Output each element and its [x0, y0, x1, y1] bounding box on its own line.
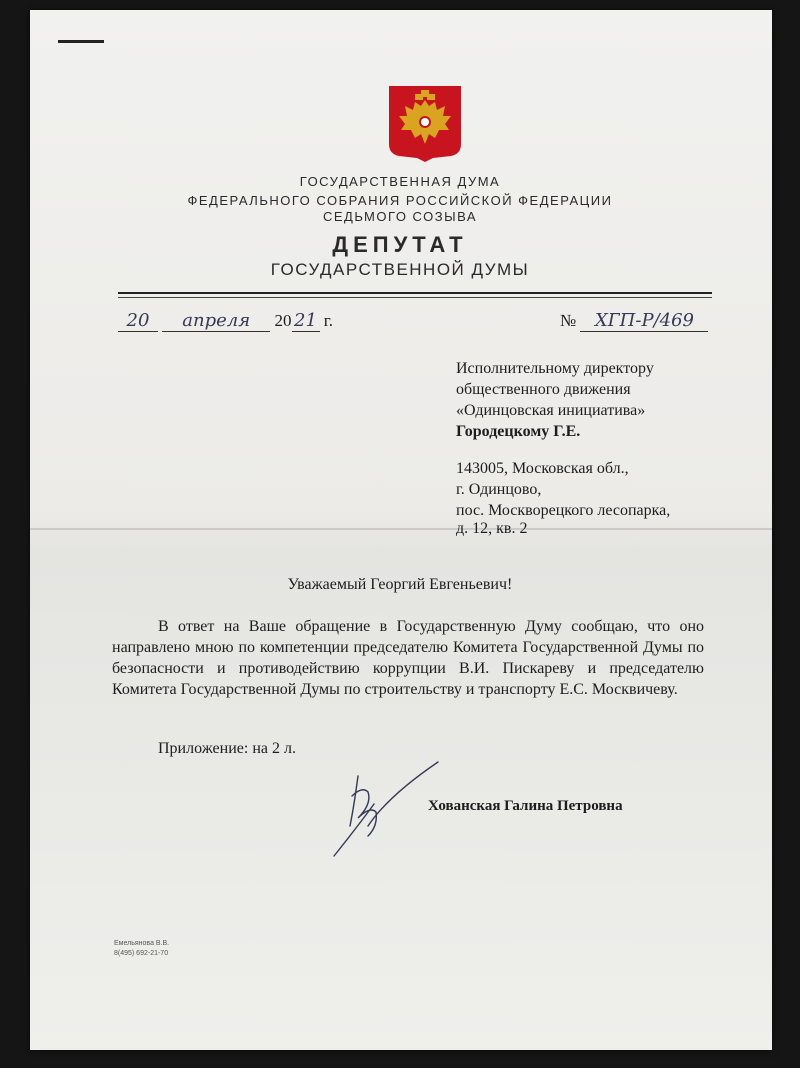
letter-sheet [30, 10, 772, 1050]
header-title: ДЕПУТАТ [332, 232, 468, 257]
signer-name: Хованская Галина Петровна [428, 798, 623, 814]
recipient-name: Городецкому Г.Е. [456, 423, 581, 440]
header-rule-thin [118, 297, 712, 298]
header-line-2: ФЕДЕРАЛЬНОГО СОБРАНИЯ РОССИЙСКОЙ ФЕДЕРАЦИИ [187, 193, 613, 208]
date-day: 20 [118, 310, 158, 332]
margin-mark [58, 40, 104, 43]
recipient-line-3: «Одинцовская инициатива» [456, 402, 646, 419]
recipient-address-3: пос. Москворецкого лесопарка, [456, 502, 671, 519]
salutation: Уважаемый Георгий Евгеньевич! [287, 576, 513, 593]
number-value: ХГП-Р/469 [580, 310, 708, 332]
date-year-mark: г. [323, 311, 334, 330]
date-month: апреля [162, 310, 270, 332]
recipient-address-1: 143005, Московская обл., [456, 460, 629, 477]
header-subtitle: ГОСУДАРСТВЕННОЙ ДУМЫ [270, 260, 530, 279]
recipient-address-2: г. Одинцово, [456, 481, 542, 498]
number-label: № [560, 311, 577, 330]
header-rule [118, 292, 712, 294]
recipient-line-2: общественного движения [456, 381, 631, 398]
header-line-3: СЕДЬМОГО СОЗЫВА [322, 209, 478, 224]
date-year-suffix: 21 [292, 310, 320, 332]
coat-of-arms-icon [389, 86, 461, 162]
attachment-note: Приложение: на 2 л. [158, 740, 296, 757]
recipient-line-1: Исполнительному директору [456, 360, 654, 377]
header-line-1: ГОСУДАРСТВЕННАЯ ДУМА [299, 174, 501, 189]
date-line [118, 310, 333, 332]
paper-fold [30, 528, 772, 530]
letter-body: В ответ на Ваше обращение в Государственную Думу сообщаю, что оно направлено мною по компетенции председателю Комитета Государственной Думы по безопасности и противодействию коррупции В.И. Пискареву и председателю Комитета Государственной Думы по строительству и транспорту Е.С. Москвичеву. [112, 618, 704, 698]
date-year-prefix: 20 [274, 311, 292, 330]
executor-phone: 8(495) 692-21-70 [114, 950, 169, 957]
recipient-address-4: д. 12, кв. 2 [456, 520, 528, 537]
number-line [560, 310, 708, 332]
executor-name: Емельянова В.В. [114, 940, 170, 947]
